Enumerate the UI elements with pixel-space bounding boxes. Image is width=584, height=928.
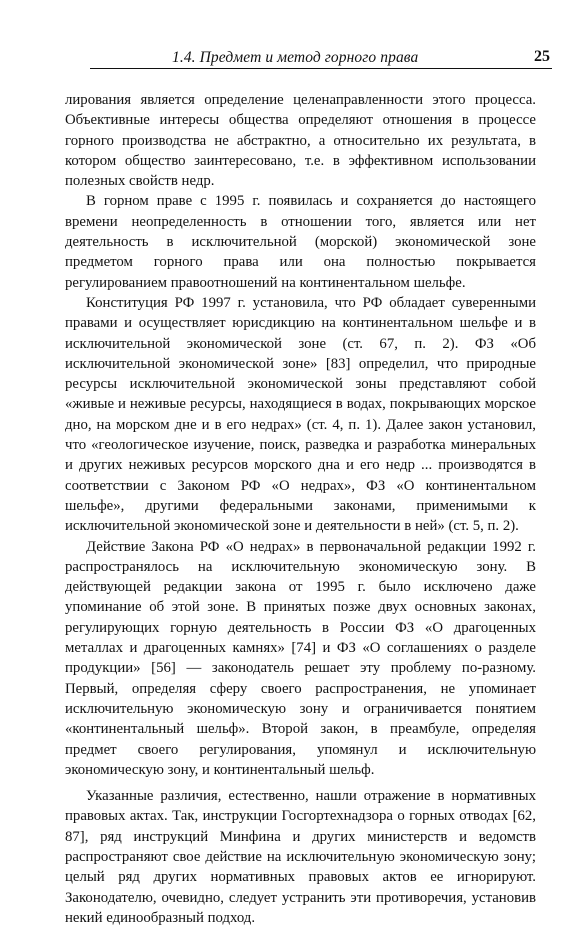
paragraph-continued: лирования является определение целенаправленности этого процесса. Объективные интересы общества определяют отношения в процессе горного производства не абстрактно, а относительно их результата, в котором общество заинтересовано, т.е. в эффективном использовании полезных свойств недр. xyxy=(65,92,536,190)
paragraph: Действие Закона РФ «О недрах» в первоначальной редакции 1992 г. распространялось на исключительную экономическую зону. В действующей редакции закона от 1995 г. было исключено даже упоминание об этой зоне. В принятых позже двух основных законах, регулирующих горную деятельность в России ФЗ «О драгоценных металлах и драгоценных камнях» [74] и ФЗ «О соглашениях о разделе продукции» [56] — законодатель решает эту проблему по-разному. Первый, определяя сферу своего распространения, не упоминает исключительную экономическую зону и ограничивается понятием «континентальный шельф». Второй закон, в преамбуле, определяя предмет своего регулирования, упомянул и исключительную экономическую зону, и континентальный шельф. xyxy=(65,538,536,778)
paragraph: Конституция РФ 1997 г. установила, что РФ обладает суверенными правами и осуществляет юрисдикцию на континентальном шельфе и в исключительной экономической зоне (ст. 67, п. 2). ФЗ «Об исключительной экономической зоне» [83] определил, что природные ресурсы исключительной экономической зоны представляют собой «живые и неживые ресурсы, находящиеся в водах, покрывающих морское дно, на морском дне и в его недрах» (ст. 4, п. 1). Далее закон установил, что «геологическое изучение, поиск, разведка и разработка минеральных и других неживых ресурсов морского дна и его недр ... производятся в соответствии с Законом РФ «О недрах», ФЗ «О континентальном шельфе», другими федеральными законами, применимыми к исключительной экономической зоне и деятельности в ней» (ст. 5, п. 2). xyxy=(65,294,536,535)
page-number: 25 xyxy=(534,48,550,65)
body-text xyxy=(65,90,536,928)
paragraph: Указанные различия, естественно, нашли отражение в нормативных правовых актах. Так, инструкции Госгортехнадзора о горных отводах [62, 87], ряд инструкций Минфина и других министерств и ведомств распространяют свое действие на исключительную экономическую зону; целый ряд других нормативных правовых актов ее игнорируют. Законодателю, очевидно, следует устранить эти противоречия, установив некий единообразный подход. xyxy=(65,788,536,926)
paragraph: В горном праве с 1995 г. появилась и сохраняется до настоящего времени неопределенность в отношении того, является или нет деятельность в исключительной (морской) экономической зоне предметом горного права или она полностью покрывается регулированием правоотношений на континентальном шельфе. xyxy=(65,193,536,291)
running-header xyxy=(90,48,552,69)
running-header-title: 1.4. Предмет и метод горного права xyxy=(172,49,419,66)
